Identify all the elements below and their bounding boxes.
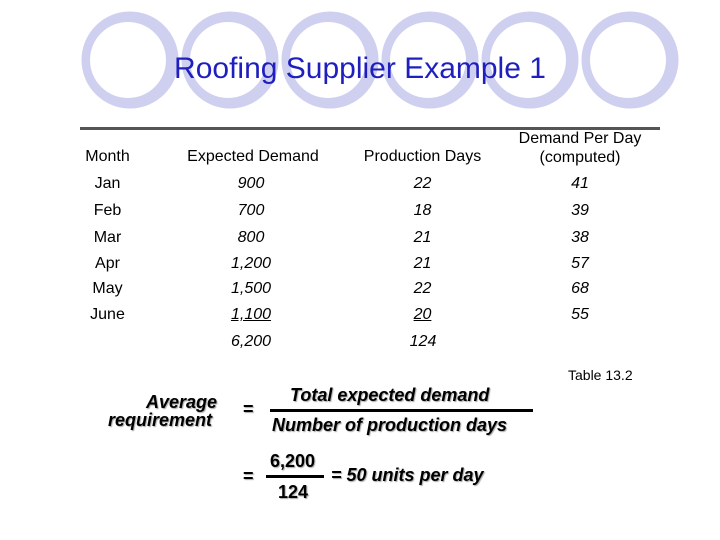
table-label: Table 13.2 — [568, 367, 633, 383]
formula-lhs-average: Average — [146, 392, 218, 412]
table-row-production-days: 20 — [413, 306, 432, 323]
formula-lhs-requirement: requirement — [108, 410, 213, 430]
table-row-demand-per-day: 38 — [571, 229, 589, 246]
header-expected-demand: Expected Demand — [187, 148, 319, 165]
formula-result: = 50 units per day — [331, 465, 484, 485]
formula-numerator: Total expected demand — [290, 385, 490, 405]
table-row-production-days: 21 — [413, 229, 432, 246]
total-production-days: 124 — [409, 333, 437, 350]
table-row-month: Mar — [93, 229, 122, 246]
header-production-days: Production Days — [363, 148, 482, 165]
header-month: Month — [85, 148, 130, 165]
table-row-production-days: 18 — [413, 202, 432, 219]
table-row-demand-per-day: 41 — [571, 175, 589, 192]
table-row-expected-demand: 1,200 — [230, 255, 272, 272]
table-row-month: Feb — [93, 202, 122, 219]
table-row-expected-demand: 700 — [237, 202, 265, 219]
table-row-month: Jan — [94, 175, 121, 192]
formula-numerator-value: 6,200 — [270, 451, 316, 471]
formula-denominator-value: 124 — [278, 482, 309, 502]
formula-denominator: Number of production days — [272, 415, 508, 435]
header-demand-per-day: Demand Per Day — [518, 130, 642, 147]
slide-title: Roofing Supplier Example 1 — [174, 52, 546, 85]
formula-equals: = — [243, 399, 254, 419]
header-demand-per-day-sub: (computed) — [539, 149, 621, 166]
table-row-expected-demand: 1,500 — [230, 280, 272, 297]
table-row-month: June — [90, 306, 125, 323]
table-row-expected-demand: 900 — [237, 175, 265, 192]
table-row-expected-demand: 800 — [237, 229, 265, 246]
total-expected-demand: 6,200 — [230, 333, 272, 350]
table-row-demand-per-day: 68 — [571, 280, 589, 297]
table-row-month: Apr — [95, 255, 120, 272]
table-row-demand-per-day: 57 — [571, 255, 589, 272]
table-row-production-days: 21 — [413, 255, 432, 272]
table-row-month: May — [92, 280, 123, 297]
formula-value-fraction-bar — [266, 475, 324, 478]
table-row-production-days: 22 — [413, 280, 432, 297]
table-row-expected-demand: 1,100 — [230, 306, 272, 323]
table-row-demand-per-day: 55 — [571, 306, 589, 323]
table-row-production-days: 22 — [413, 175, 432, 192]
formula-fraction-bar — [270, 409, 533, 412]
table-row-demand-per-day: 39 — [571, 202, 589, 219]
formula-equals-2: = — [243, 466, 254, 486]
